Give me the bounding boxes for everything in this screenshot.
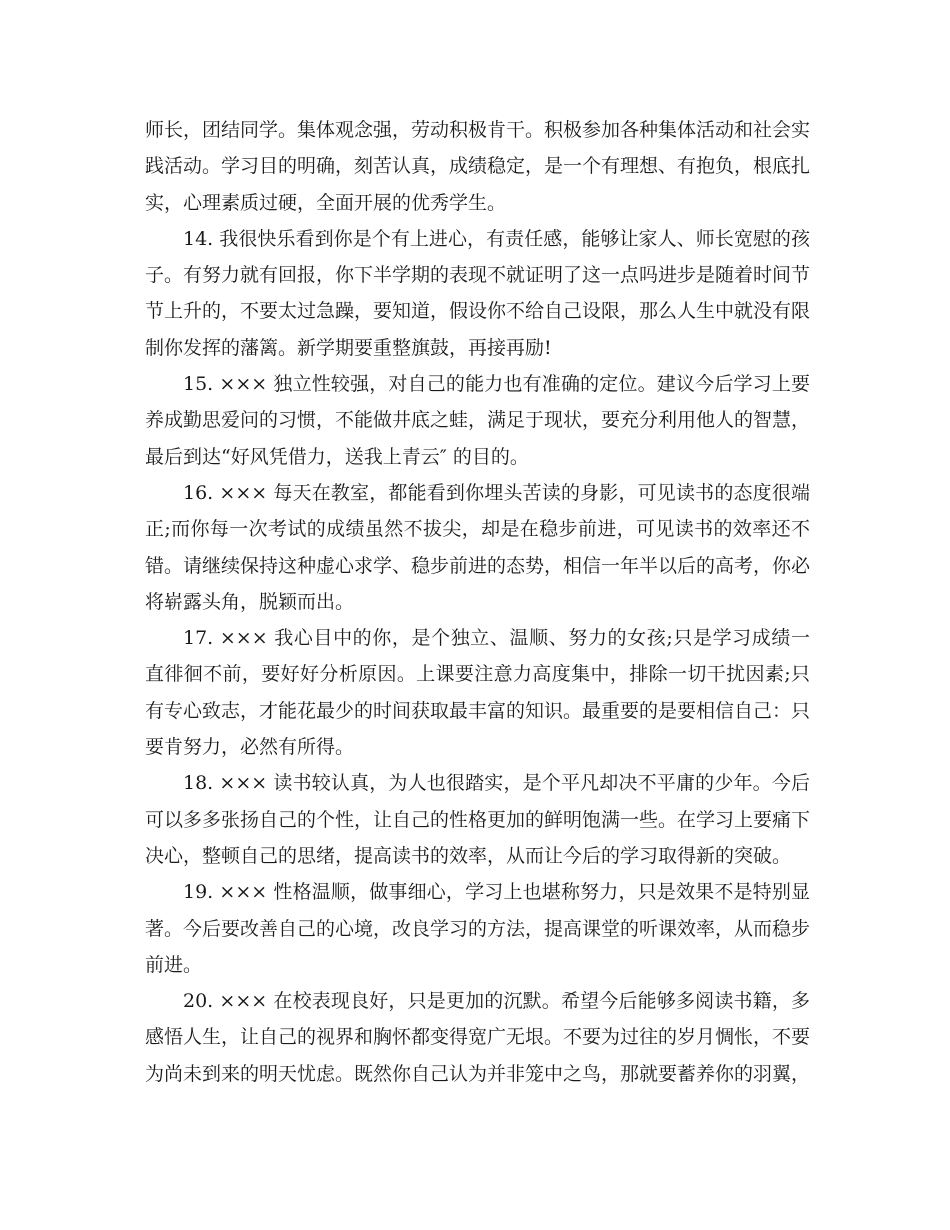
paragraph-comment-14: 14. 我很快乐看到你是个有上进心，有责任感，能够让家人、师长宽慰的孩子。有努力就有回报，你下半学期的表现不就证明了这一点吗进步是随着时间节节上升的，不要太过急躁，要知道，假设你不给自己设限，那么人生中就没有限制你发挥的藩篱。新学期要重整旗鼓，再接再励! bbox=[145, 227, 811, 359]
paragraph-comment-15: 15. ××× 独立性较强，对自己的能力也有准确的定位。建议今后学习上要养成勤思爱问的习惯，不能做井底之蛙，满足于现状，要充分利用他人的智慧，最后到达“好风凭借力，送我上青云″ 的目的。 bbox=[145, 373, 811, 468]
paragraph-comment-16: 16. ××× 每天在教室，都能看到你埋头苦读的身影，可见读书的态度很端正;而你每一次考试的成绩虽然不拔尖，却是在稳步前进，可见读书的效率还不错。请继续保持这种虚心求学、稳步前进的态势，相信一年半以后的高考，你必将崭露头角，脱颖而出。 bbox=[145, 481, 811, 613]
paragraph-comment-20: 20. ××× 在校表现良好，只是更加的沉默。希望今后能够多阅读书籍，多感悟人生，让自己的视界和胸怀都变得宽广无垠。不要为过往的岁月惆怅，不要为尚未到来的明天忧虑。既然你自己认为并非笼中之鸟，那就要蓄养你的羽翼， bbox=[145, 990, 811, 1085]
paragraph-comment-19: 19. ××× 性格温顺，做事细心，学习上也堪称努力，只是效果不是特别显著。今后要改善自己的心境，改良学习的方法，提高课堂的听课效率，从而稳步前进。 bbox=[145, 881, 811, 976]
paragraph-comment-18: 18. ××× 读书较认真，为人也很踏实，是个平凡却决不平庸的少年。今后可以多多张扬自己的个性，让自己的性格更加的鲜明饱满一些。在学习上要痛下决心，整顿自己的思绪，提高读书的效率，从而让今后的学习取得新的突破。 bbox=[145, 772, 811, 867]
paragraph-comment-17: 17. ××× 我心目中的你，是个独立、温顺、努力的女孩;只是学习成绩一直徘徊不前，要好好分析原因。上课要注意力高度集中，排除一切干扰因素;只有专心致志，才能花最少的时间获取最丰富的知识。最重要的是要相信自己：只要肯努力，必然有所得。 bbox=[145, 627, 811, 759]
document-body bbox=[145, 112, 810, 1092]
paragraph-intro-continuation: 师长，团结同学。集体观念强，劳动积极肯干。积极参加各种集体活动和社会实践活动。学习目的明确，刻苦认真，成绩稳定，是一个有理想、有抱负，根底扎实，心理素质过硬，全面开展的优秀学生。 bbox=[145, 119, 811, 214]
